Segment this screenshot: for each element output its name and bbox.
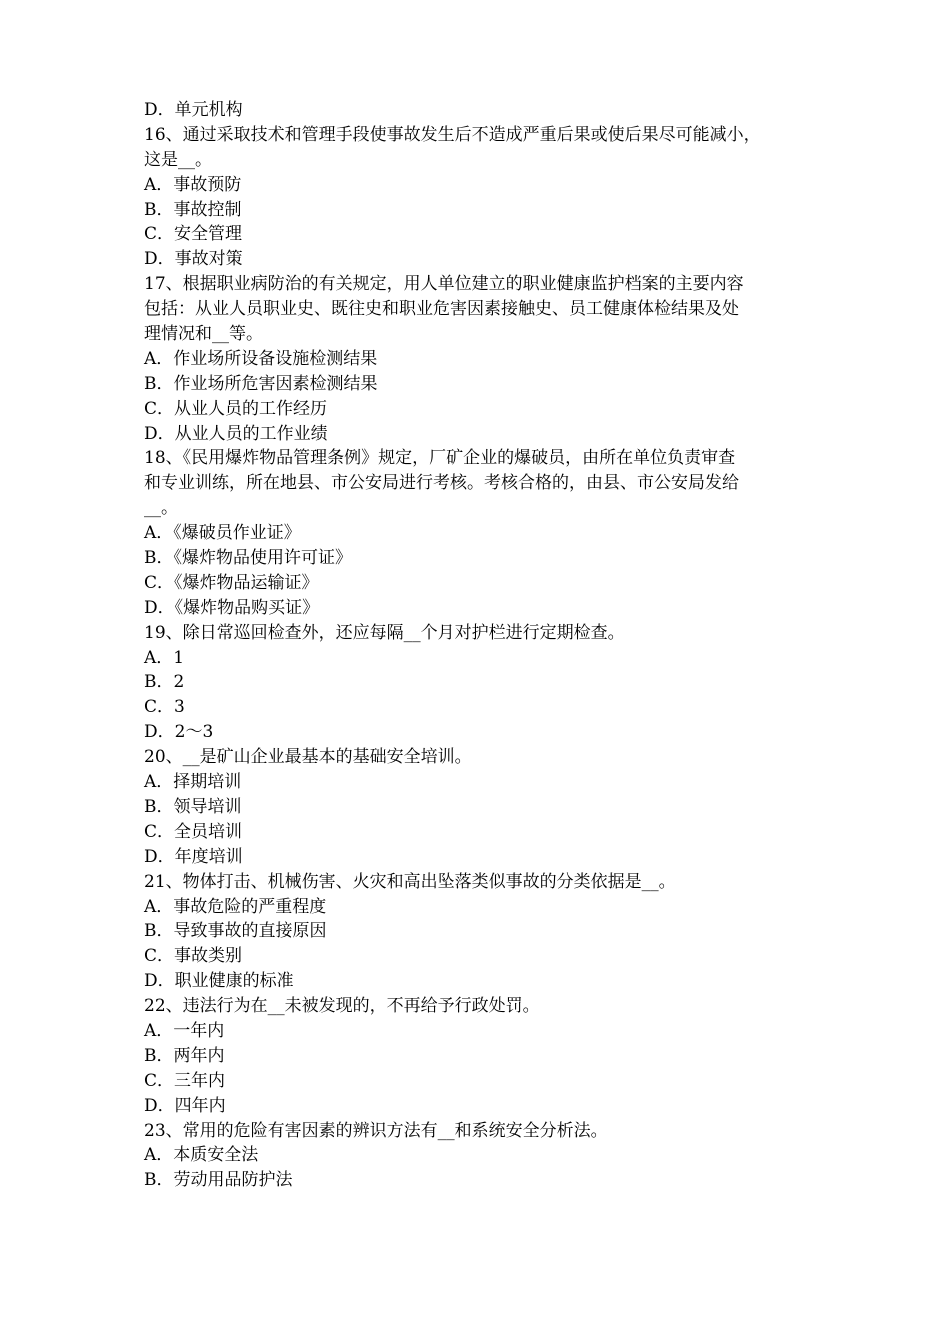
option-line: A．本质安全法 (144, 1145, 259, 1166)
option-line: D．单元机构 (144, 100, 243, 120)
option-line: B．作业场所危害因素检测结果 (144, 373, 378, 394)
option-line: D．职业健康的标准 (144, 971, 294, 992)
option-line: C．3 (144, 697, 185, 718)
option-line: D．《爆炸物品购买证》 (144, 597, 320, 618)
option-line: A．事故危险的严重程度 (144, 896, 327, 917)
question-line: 19、除日常巡回检查外，还应每隔__个月对护栏进行定期检查。 (144, 622, 625, 643)
option-line: D．四年内 (144, 1095, 226, 1116)
option-line: A．1 (144, 647, 185, 668)
question-line: 16、通过采取技术和管理手段使事故发生后不造成严重后果或使后果尽可能减小， (144, 124, 761, 145)
question-line: 18、《民用爆炸物品管理条例》规定，厂矿企业的爆破员，由所在单位负责审查 (144, 448, 736, 469)
option-line: A．择期培训 (144, 772, 242, 793)
option-line: C．三年内 (144, 1070, 226, 1091)
question-line: __。 (144, 498, 178, 519)
question-line: 20、__是矿山企业最基本的基础安全培训。 (144, 747, 472, 768)
document-page (144, 98, 820, 1193)
question-line: 22、违法行为在__未被发现的，不再给予行政处罚。 (144, 996, 540, 1017)
option-line: A．一年内 (144, 1020, 225, 1041)
question-line: 21、物体打击、机械伤害、火灾和高出坠落类似事故的分类依据是__。 (144, 871, 676, 892)
question-line: 17、根据职业病防治的有关规定，用人单位建立的职业健康监护档案的主要内容 (144, 274, 744, 295)
question-line: 这是__。 (144, 149, 212, 170)
option-line: D．从业人员的工作业绩 (144, 423, 328, 444)
option-line: B．事故控制 (144, 199, 242, 220)
option-line: B．《爆炸物品使用许可证》 (144, 548, 352, 569)
option-line: C．《爆炸物品运输证》 (144, 572, 319, 593)
option-line: A．《爆破员作业证》 (144, 523, 301, 544)
option-line: A．作业场所设备设施检测结果 (144, 348, 378, 369)
option-line: A．事故预防 (144, 174, 242, 195)
option-line: C．事故类别 (144, 946, 243, 967)
option-line: D．2～3 (144, 722, 214, 743)
option-line: B．领导培训 (144, 796, 242, 817)
option-line: B．劳动用品防护法 (144, 1170, 293, 1191)
option-line: B．导致事故的直接原因 (144, 921, 327, 942)
option-line: C．从业人员的工作经历 (144, 398, 328, 419)
question-line: 包括：从业人员职业史、既往史和职业危害因素接触史、员工健康体检结果及处 (144, 299, 739, 320)
option-line: B．两年内 (144, 1045, 225, 1066)
question-line: 理情况和__等。 (144, 324, 263, 345)
option-line: B．2 (144, 672, 185, 693)
option-line: C．全员培训 (144, 821, 243, 842)
option-line: C．安全管理 (144, 224, 243, 245)
question-line: 23、常用的危险有害因素的辨识方法有__和系统安全分析法。 (144, 1120, 608, 1141)
question-line: 和专业训练，所在地县、市公安局进行考核。考核合格的，由县、市公安局发给 (144, 473, 739, 494)
option-line: D．年度培训 (144, 846, 243, 867)
option-line: D．事故对策 (144, 249, 243, 270)
